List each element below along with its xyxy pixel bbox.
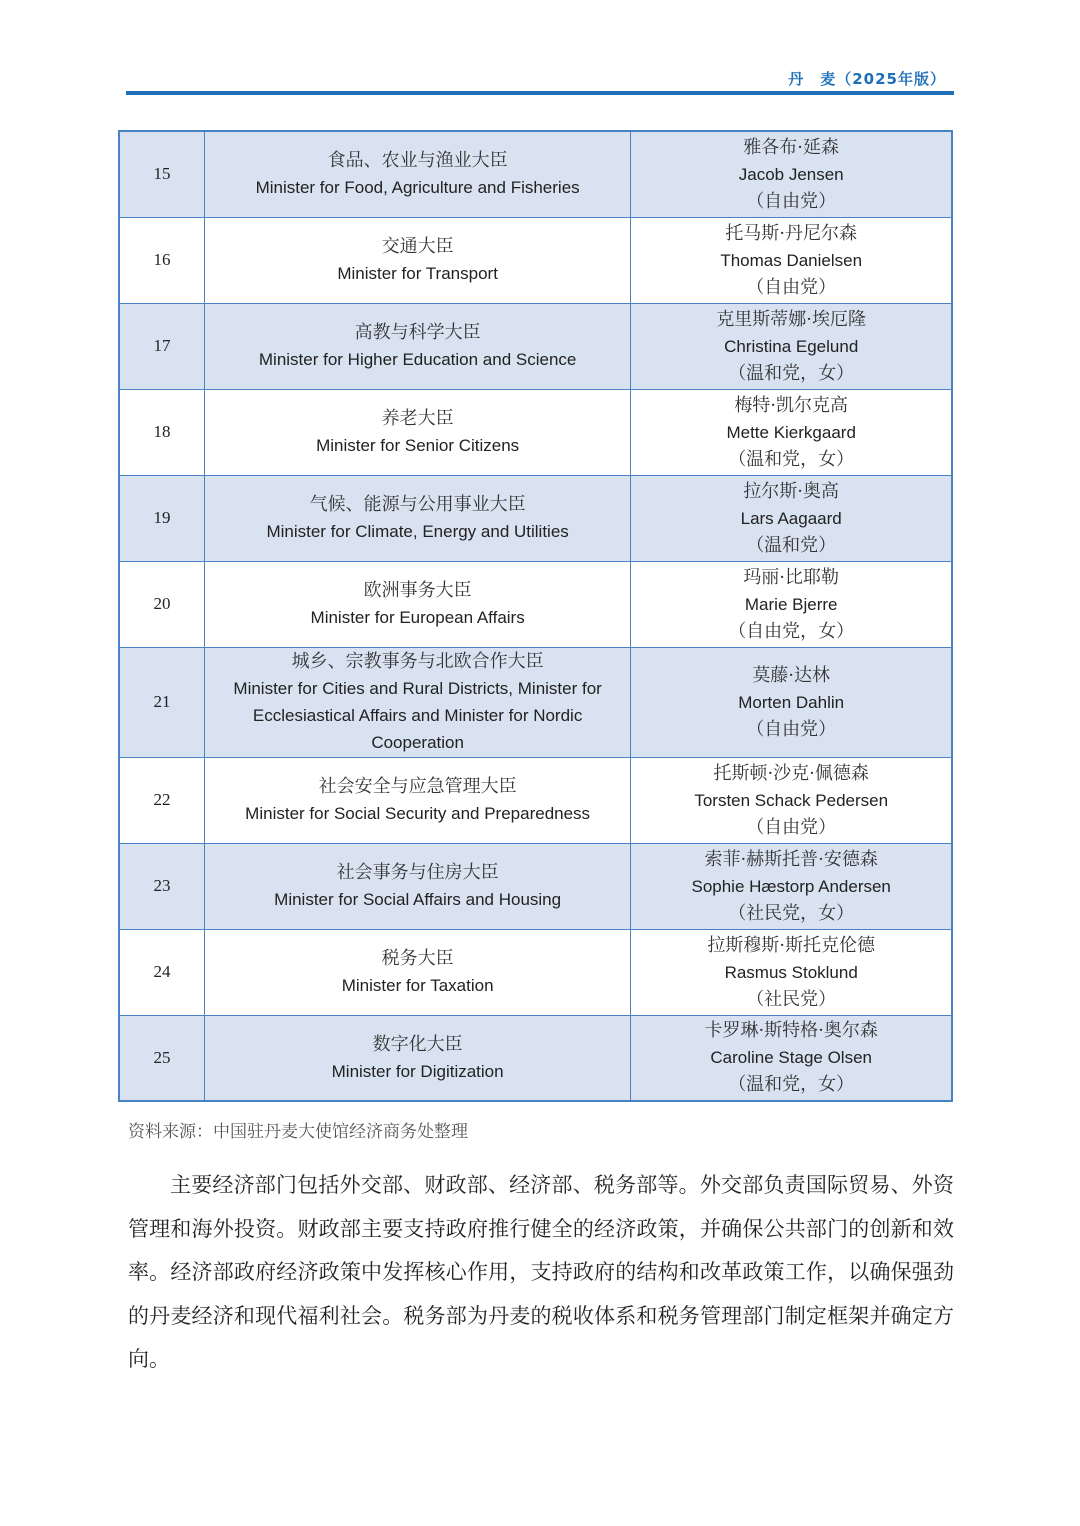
post-title-cn: 养老大臣	[381, 408, 454, 429]
name-en: Lars Aagaard	[740, 508, 842, 528]
party-label: （自由党）	[746, 190, 837, 212]
post-title-cn: 气候、能源与公用事业大臣	[309, 494, 526, 515]
post-cell	[204, 389, 631, 475]
post-cell	[204, 475, 631, 561]
person-cell	[631, 1015, 952, 1101]
party-label: （社民党，女）	[728, 902, 855, 924]
person-cell	[631, 131, 952, 217]
table-row	[119, 757, 952, 843]
name-en: Rasmus Stoklund	[724, 962, 858, 982]
person-cell	[631, 475, 952, 561]
name-en: Thomas Danielsen	[720, 250, 863, 270]
post-title-en: Minister for Social Affairs and Housing	[274, 890, 562, 909]
post-title-cn: 社会事务与住房大臣	[336, 862, 499, 883]
table-row	[119, 303, 952, 389]
name-en: Mette Kierkgaard	[726, 422, 856, 442]
table-row	[119, 647, 952, 757]
name-cn: 卡罗琳·斯特格·奥尔森	[704, 1020, 878, 1042]
table-row	[119, 389, 952, 475]
person-cell	[631, 561, 952, 647]
post-title-cn: 食品、农业与渔业大臣	[327, 150, 508, 172]
name-cn: 拉斯穆斯·斯托克伦德	[707, 934, 876, 956]
post-title-cn: 社会安全与应急管理大臣	[318, 776, 517, 797]
post-title-cn: 交通大臣	[381, 236, 454, 257]
name-cn: 雅各布·延森	[743, 136, 840, 158]
post-cell	[204, 561, 631, 647]
post-title-cn: 欧洲事务大臣	[363, 580, 472, 601]
person-cell	[631, 843, 952, 929]
post-title-en: Minister for Higher Education and Science	[258, 350, 577, 369]
page-header	[126, 64, 954, 94]
table-row	[119, 1015, 952, 1101]
row-number: 15	[119, 131, 204, 217]
post-title-en: Minister for Food, Agriculture and Fisheries	[255, 178, 580, 198]
name-en: Caroline Stage Olsen	[710, 1048, 872, 1068]
row-number: 25	[119, 1015, 204, 1101]
name-cn: 索菲·赫斯托普·安德森	[704, 848, 878, 870]
row-number: 20	[119, 561, 204, 647]
post-title-en: Minister for Taxation	[341, 976, 494, 995]
table-row	[119, 843, 952, 929]
name-cn: 梅特·凯尔克高	[734, 394, 849, 416]
table-row	[119, 217, 952, 303]
party-label: （温和党，女）	[728, 362, 855, 384]
post-title-en: Minister for Senior Citizens	[316, 436, 520, 455]
name-cn: 克里斯蒂娜·埃厄隆	[716, 308, 867, 330]
header-title: 丹 麦（2025年版）	[788, 70, 946, 88]
party-label: （自由党）	[746, 718, 837, 740]
name-cn: 拉尔斯·奥高	[743, 480, 840, 502]
post-title-cn: 高教与科学大臣	[354, 322, 481, 343]
source-note: 资料来源：中国驻丹麦大使馆经济商务处整理	[128, 1122, 468, 1142]
post-cell	[204, 303, 631, 389]
party-label: （温和党，女）	[728, 448, 855, 470]
person-cell	[631, 929, 952, 1015]
name-en: Marie Bjerre	[744, 594, 838, 614]
post-title-cn: 税务大臣	[381, 948, 454, 969]
party-label: （自由党，女）	[728, 620, 855, 642]
name-en: Jacob Jensen	[738, 164, 844, 184]
row-number: 24	[119, 929, 204, 1015]
post-cell	[204, 757, 631, 843]
post-title-en: Minister for Climate, Energy and Utilities	[266, 522, 569, 541]
row-number: 16	[119, 217, 204, 303]
post-cell	[204, 843, 631, 929]
name-en: Morten Dahlin	[738, 692, 845, 712]
post-title-en: Minister for Cities and Rural Districts, Minister for Ecclesiastical Affairs and Minister for Nordic Cooperation	[233, 679, 602, 752]
table-row	[119, 561, 952, 647]
post-title-en: Minister for Social Security and Preparedness	[245, 804, 591, 823]
party-label: （温和党）	[746, 534, 837, 556]
party-label: （社民党）	[746, 988, 837, 1010]
name-en: Christina Egelund	[724, 336, 859, 356]
name-en: Sophie Hæstorp Andersen	[691, 876, 891, 896]
row-number: 19	[119, 475, 204, 561]
header-rule	[126, 91, 954, 95]
post-title-en: Minister for Transport	[337, 264, 498, 283]
table-row	[119, 929, 952, 1015]
body-paragraph: 主要经济部门包括外交部、财政部、经济部、税务部等。外交部负责国际贸易、外资管理和海外投资。财政部主要支持政府推行健全的经济政策，并确保公共部门的创新和效率。经济部政府经济政策中发挥核心作用，支持政府的结构和改革政策工作，以确保强劲的丹麦经济和现代福利社会。税务部为丹麦的税收体系和税务管理部门制定框架并确定方向。	[128, 1173, 954, 1371]
row-number: 22	[119, 757, 204, 843]
name-en: Torsten Schack Pedersen	[694, 790, 889, 810]
post-title-cn: 数字化大臣	[372, 1033, 463, 1055]
name-cn: 托马斯·丹尼尔森	[725, 222, 858, 244]
row-number: 17	[119, 303, 204, 389]
party-label: （自由党）	[746, 816, 837, 838]
party-label: （温和党，女）	[728, 1074, 855, 1096]
post-cell	[204, 1015, 631, 1101]
post-cell	[204, 647, 631, 757]
row-number: 18	[119, 389, 204, 475]
person-cell	[631, 217, 952, 303]
post-cell	[204, 929, 631, 1015]
post-cell	[204, 131, 631, 217]
name-cn: 玛丽·比耶勒	[743, 566, 840, 588]
person-cell	[631, 389, 952, 475]
person-cell	[631, 303, 952, 389]
table-body	[119, 131, 952, 1101]
row-number: 21	[119, 647, 204, 757]
person-cell	[631, 647, 952, 757]
person-cell	[631, 757, 952, 843]
party-label: （自由党）	[746, 276, 837, 298]
ministers-table	[118, 130, 953, 1102]
post-cell	[204, 217, 631, 303]
post-title-cn: 城乡、宗教事务与北欧合作大臣	[291, 651, 544, 672]
row-number: 23	[119, 843, 204, 929]
table-row	[119, 475, 952, 561]
post-title-en: Minister for European Affairs	[310, 608, 525, 627]
name-cn: 莫藤·达林	[752, 664, 831, 686]
name-cn: 托斯顿·沙克·佩德森	[713, 762, 869, 784]
table-row	[119, 131, 952, 217]
post-title-en: Minister for Digitization	[331, 1061, 504, 1081]
